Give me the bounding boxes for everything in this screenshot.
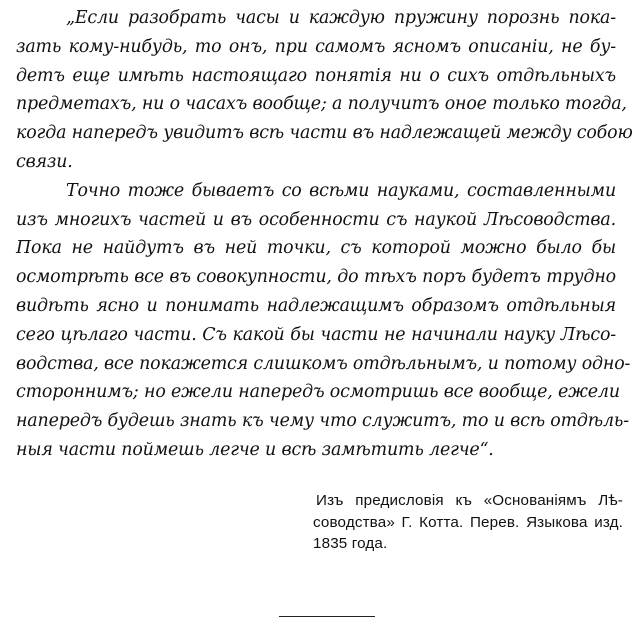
- quote-line: ныя части поймешь легче и всѣ замѣтить легче“.: [16, 439, 494, 460]
- quote-line: зать кому-нибудь, то онъ, при самомъ ясномъ описанiи, не бу-: [16, 36, 616, 57]
- quote-line: Точно тоже бываетъ со всѣми науками, составленными: [66, 180, 616, 201]
- quote-line: стороннимъ; но ежели напередъ осмотришь все вообще, ежели: [16, 382, 620, 403]
- quote-line: детъ еще имѣть настоящаго понятiя ни о сихъ отдѣльныхъ: [16, 65, 616, 86]
- quote-line: осмотрѣть все въ совокупности, до тѣхъ поръ будетъ трудно: [16, 267, 616, 288]
- source-attribution: [313, 490, 623, 555]
- source-line: Изъ предисловiя къ «Основанiямъ Лѣ-: [316, 492, 623, 509]
- quote-line: напередъ будешь знать къ чему что служитъ, то и всѣ отдѣль-: [16, 411, 629, 432]
- quote-line: водства, все покажется слишкомъ отдѣльнымъ, и потому одно-: [16, 353, 631, 374]
- quote-line: Пока не найдутъ въ ней точки, съ которой можно было бы: [16, 238, 616, 259]
- quote-line: связи.: [16, 151, 73, 172]
- epigraph-quote: [16, 4, 633, 465]
- source-line: соводства» Г. Котта. Перев. Языкова изд.: [313, 513, 623, 531]
- source-line: 1835 года.: [313, 535, 388, 552]
- section-divider: [279, 616, 375, 617]
- quote-line: видѣть ясно и понимать надлежащимъ образомъ отдѣльныя: [16, 295, 616, 316]
- quote-line: предметахъ, ни о часахъ вообще; а получитъ оное только тогда,: [16, 94, 627, 115]
- quote-line: „Если разобрать часы и каждую пружину порознь пока-: [66, 8, 616, 28]
- quote-line: когда напередъ увидитъ всѣ части въ надлежащей между собою: [16, 123, 633, 144]
- quote-line: сего цѣлаго части. Съ какой бы части не начинали науку Лѣсо-: [16, 324, 616, 345]
- quote-line: изъ многихъ частей и въ особенности съ наукой Лѣсоводства.: [16, 209, 616, 230]
